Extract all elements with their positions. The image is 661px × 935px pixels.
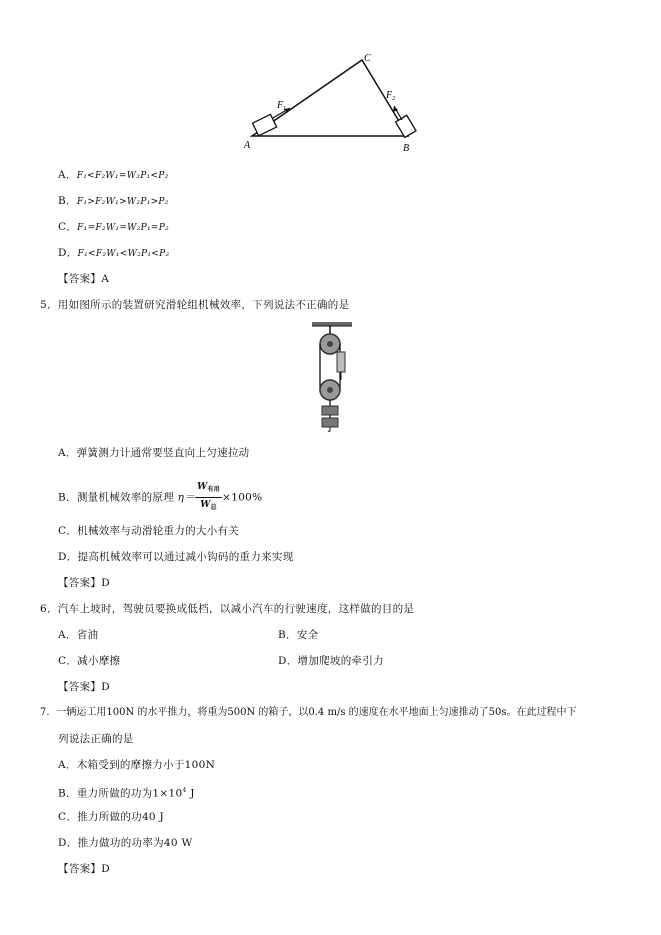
q4-option-a: A．F₁<F₂W₁=W₂P₁<P₂ <box>58 169 169 181</box>
q7-option-c: C．推力所做的功40 J <box>58 811 165 823</box>
pulley-figure <box>308 322 356 432</box>
q4-option-b: B．F₁>F₂W₁>W₂P₁>P₂ <box>58 195 169 207</box>
q6-option-c: C．减小摩擦 <box>58 655 121 667</box>
efficiency-fraction: $\frac{W_{有用}}{W_总}$ <box>197 482 221 511</box>
q5-option-b: B．测量机械效率的原理 η＝ $\frac{W_{有用}}{W_总}$ ×100% <box>58 480 262 515</box>
label-f2: $F_2$ <box>386 90 396 102</box>
q4-option-c: C．F₁=F₂W₁=W₂P₁=P₂ <box>58 221 170 233</box>
q6-option-d: D．增加爬坡的牵引力 <box>278 655 384 667</box>
q7-option-b: B．重力所做的功为$1\times 10^4$ J <box>58 787 195 800</box>
label-b: B <box>403 143 410 154</box>
spring-scale <box>337 352 345 372</box>
q7-stem-line2: 列说法正确的是 <box>58 733 134 745</box>
q5-option-c: C．机械效率与动滑轮重力的大小有关 <box>58 525 240 537</box>
label-f1: $F_1$ <box>277 100 287 112</box>
q5-option-d: D．提高机械效率可以通过减小钩码的重力来实现 <box>58 551 294 563</box>
q6-answer: 【答案】D <box>58 681 110 693</box>
label-c: C <box>364 53 371 64</box>
q5-stem: 5．用如图所示的装置研究滑轮组机械效率，下列说法不正确的是 <box>40 299 350 311</box>
block-right <box>396 115 416 137</box>
q6-stem: 6．汽车上坡时，驾驶员要换成低档，以减小汽车的行驶速度，这样做的目的是 <box>40 603 415 615</box>
q4-option-d: D．F₁<F₂W₁<W₂P₁<P₂ <box>58 247 170 259</box>
weight-1 <box>322 406 338 415</box>
q7-answer: 【答案】D <box>58 863 110 875</box>
weight-2 <box>322 418 338 427</box>
efficiency-formula: η＝ <box>177 491 196 504</box>
q7-stem-line1: 7．一辆运工用100N 的水平推力，将重为500N 的箱子，以0.4 m/s 的速度在水平地面上匀速推动了50s。在此过程中下 <box>40 707 577 718</box>
q6-option-a: A．省油 <box>58 629 99 641</box>
q5-answer: 【答案】D <box>58 577 110 589</box>
q6-option-b: B．安全 <box>278 629 319 641</box>
q4-answer: 【答案】A <box>58 273 110 285</box>
incline-figure <box>240 50 430 155</box>
label-a: A <box>244 140 251 151</box>
q5-option-a: A．弹簧测力计通常要竖直向上匀速拉动 <box>58 447 250 459</box>
q7-option-d: D．推力做功的功率为40 W <box>58 837 193 849</box>
q7-option-a: A．木箱受到的摩擦力小于100N <box>58 759 216 771</box>
